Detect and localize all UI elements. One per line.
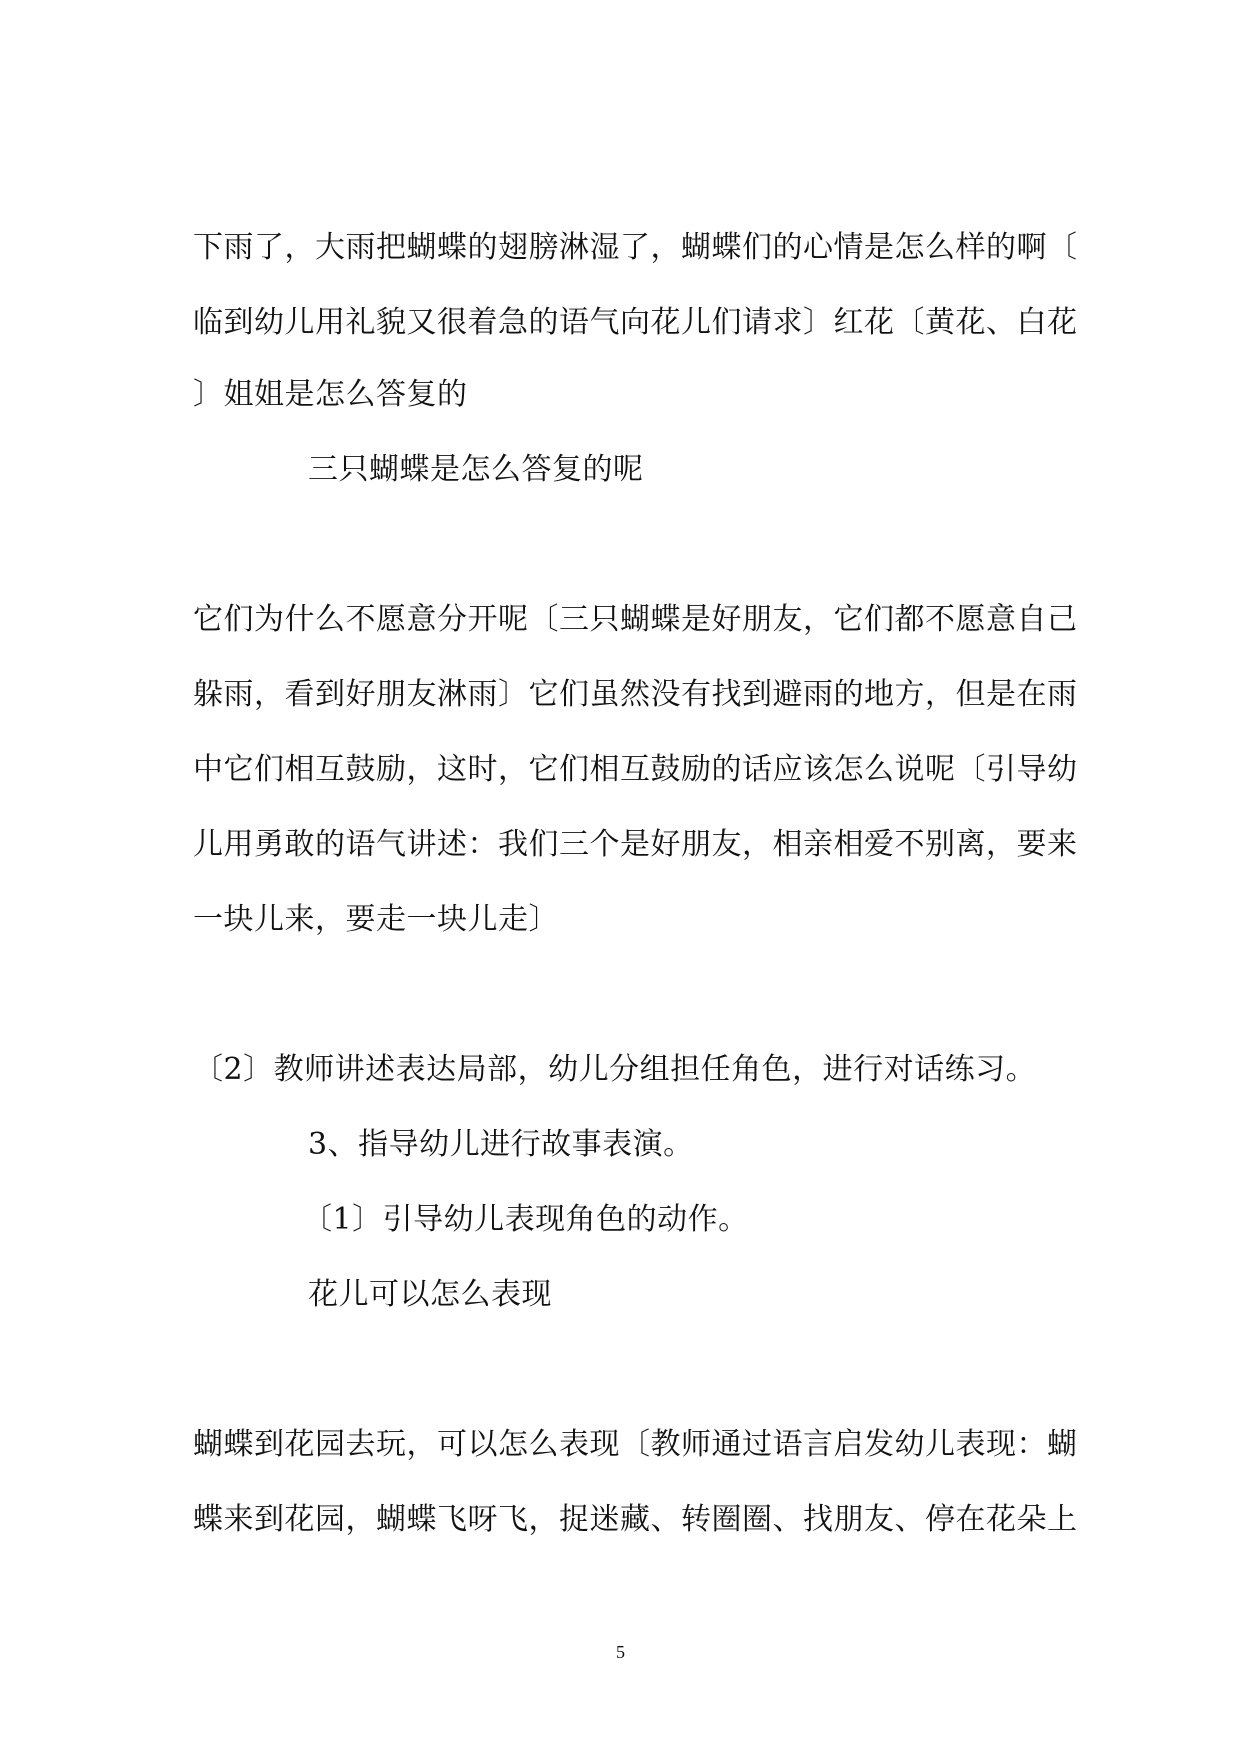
text-line-5: 它们为什么不愿意分开呢〔三只蝴蝶是好朋友，它们都不愿意自己 [193, 602, 1078, 637]
text-line-10: 〔2〕教师讲述表达局部，幼儿分组担任角色，进行对话练习。 [193, 1052, 1037, 1087]
text-line-15: 蝶来到花园，蝴蝶飞呀飞，捉迷藏、转圈圈、找朋友、停在花朵上 [193, 1502, 1078, 1537]
text-line-12: 〔1〕引导幼儿表现角色的动作。 [302, 1202, 749, 1237]
text-line-6: 躲雨，看到好朋友淋雨〕它们虽然没有找到避雨的地方，但是在雨 [193, 677, 1078, 712]
page-number: 5 [616, 1642, 625, 1662]
text-line-13: 花儿可以怎么表现 [308, 1277, 552, 1312]
text-line-1: 下雨了，大雨把蝴蝶的翅膀淋湿了，蝴蝶们的心情是怎么样的啊〔 [193, 230, 1078, 265]
text-line-14: 蝴蝶到花园去玩，可以怎么表现〔教师通过语言启发幼儿表现：蝴 [193, 1427, 1078, 1462]
text-line-4: 三只蝴蝶是怎么答复的呢 [308, 452, 644, 487]
text-line-2: 临到幼儿用礼貌又很着急的语气向花儿们请求〕红花〔黄花、白花 [193, 305, 1078, 340]
text-line-3: 〕姐姐是怎么答复的 [193, 377, 468, 412]
text-line-7: 中它们相互鼓励，这时，它们相互鼓励的话应该怎么说呢〔引导幼 [193, 752, 1078, 787]
text-line-8: 儿用勇敢的语气讲述：我们三个是好朋友，相亲相爱不别离，要来 [193, 827, 1078, 862]
text-line-11: 3、指导幼儿进行故事表演。 [308, 1127, 694, 1162]
text-line-9: 一块儿来，要走一块儿走〕 [193, 902, 559, 937]
